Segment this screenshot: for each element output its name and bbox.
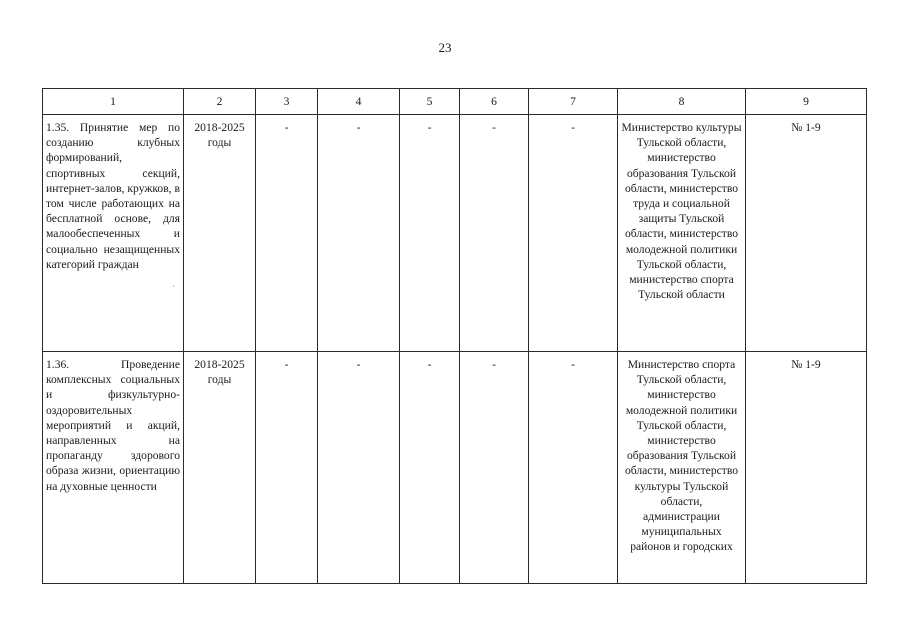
scan-mark: ` [172, 284, 175, 294]
column-5-cell: - [400, 352, 460, 584]
executors-cell: Министерство спорта Тульской области, министерство молодежной политики Тульской области, министерство образования Тульской области, министерство культуры Тульской области, администрации муниципальных районов и городских [618, 352, 746, 584]
header-cell-8: 8 [618, 89, 746, 115]
column-6-cell: - [460, 352, 529, 584]
table-row [43, 352, 867, 584]
column-4-cell: - [318, 352, 400, 584]
column-6-cell: - [460, 115, 529, 352]
column-7-cell: - [529, 115, 618, 352]
header-cell-7: 7 [529, 89, 618, 115]
column-4-cell: - [318, 115, 400, 352]
header-row [43, 89, 867, 115]
period-cell: 2018-2025 годы [184, 352, 256, 584]
measure-cell: 1.35. Принятие мер по созданию клубных формирований, спортивных секций, интернет-залов, кружков, в том числе работающих на бесплатной основе, для малообеспеченных и социально незащищенных категорий граждан [43, 115, 184, 352]
table-row [43, 115, 867, 352]
header-cell-6: 6 [460, 89, 529, 115]
measures-table [42, 88, 867, 584]
column-3-cell: - [256, 115, 318, 352]
period-cell: 2018-2025 годы [184, 115, 256, 352]
column-3-cell: - [256, 352, 318, 584]
header-cell-5: 5 [400, 89, 460, 115]
column-7-cell: - [529, 352, 618, 584]
reference-cell: № 1-9 [746, 352, 867, 584]
measure-cell: 1.36. Проведение комплексных социальных и физкультурно-оздоровительных мероприятий и акций, направленных на пропаганду здорового образа жизни, ориентацию на духовные ценности [43, 352, 184, 584]
page-number: 23 [438, 40, 452, 55]
column-5-cell: - [400, 115, 460, 352]
reference-cell: № 1-9 [746, 115, 867, 352]
header-cell-9: 9 [746, 89, 867, 115]
header-cell-3: 3 [256, 89, 318, 115]
header-cell-4: 4 [318, 89, 400, 115]
executors-cell: Министерство культуры Тульской области, министерство образования Тульской области, министерство труда и социальной защиты Тульской области, министерство молодежной политики Тульской области, министерство спорта Тульской области [618, 115, 746, 352]
header-cell-1: 1 [43, 89, 184, 115]
header-cell-2: 2 [184, 89, 256, 115]
